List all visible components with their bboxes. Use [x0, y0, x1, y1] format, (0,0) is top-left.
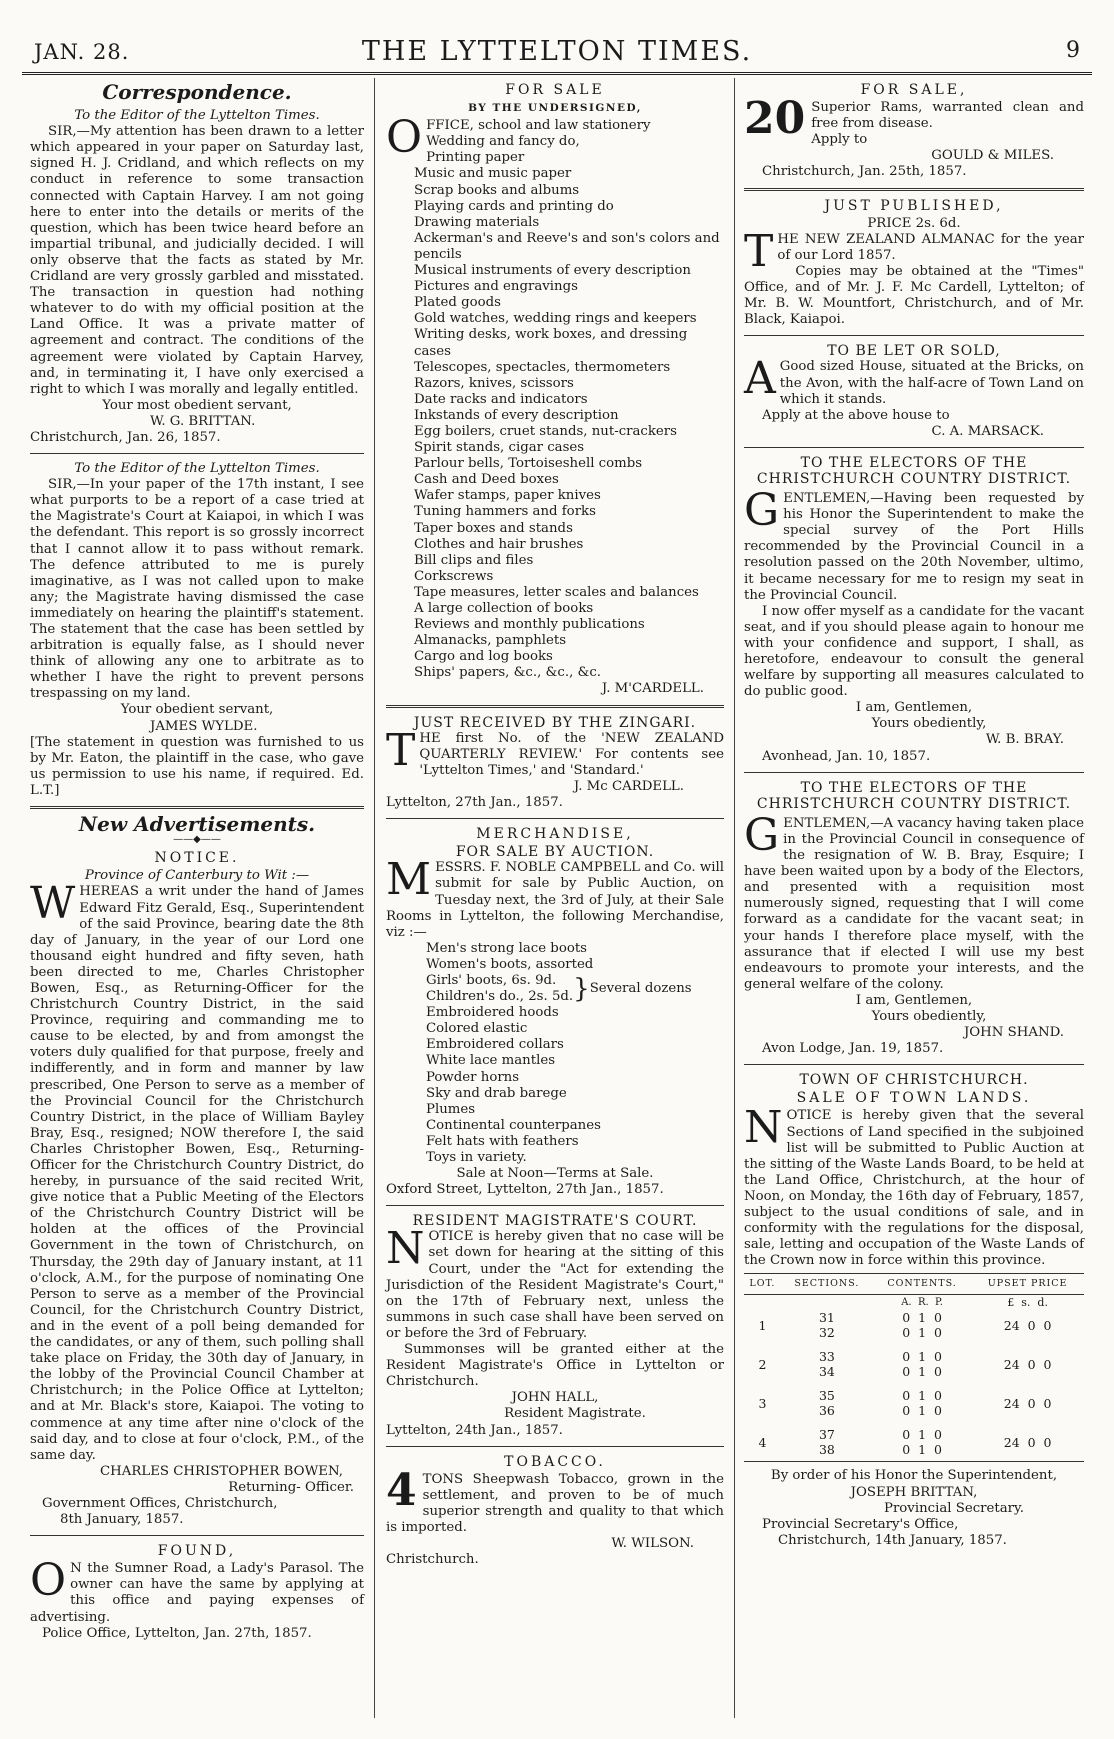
masthead [22, 32, 1092, 75]
ad-dateline: Lyttelton, 24th Jan., 1857. [386, 1422, 563, 1438]
ad-signature: W. B. BRAY. [985, 732, 1064, 748]
letter-closing: Your obedient servant, [120, 702, 274, 718]
found-dateline: Police Office, Lyttelton, Jan. 27th, 1857. [42, 1625, 312, 1641]
almanac-price: PRICE 2s. 6d. [867, 215, 961, 231]
ad-dateline: Avonhead, Jan. 10, 1857. [762, 748, 931, 764]
section-number: 35 [818, 1388, 835, 1404]
closing: Yours obediently, [871, 1008, 987, 1024]
divider [386, 818, 724, 819]
unit-perches: P. [935, 1297, 943, 1309]
column-2 [386, 80, 724, 1568]
list-item: Plumes [426, 1101, 476, 1117]
ad-heading: TOWN OF CHRISTCHURCH. [799, 1072, 1029, 1089]
letter-dateline: Christchurch, Jan. 26, 1857. [30, 429, 221, 445]
house-body: Good sized House, situated at the Bricks, on the Avon, with the half-acre of Town Land on which it stands. [779, 359, 1084, 407]
list-item: Printing paper [426, 150, 525, 166]
divider [744, 188, 1084, 191]
court-body: OTICE is hereby given that no case will be set down for hearing at the sitting of this Court, under the "Act for extending the Jurisdiction of the Resident Magistrate's Court," on the 17th of February next, unless the summons in such case shall have been served on or before the 3rd of February. [386, 1229, 724, 1341]
divider [386, 1446, 724, 1447]
drop-cap: N [386, 1223, 425, 1275]
ad-signature-title: Resident Magistrate. [504, 1406, 646, 1422]
section-number: 32 [818, 1325, 835, 1341]
list-item: Continental counterpanes [426, 1117, 601, 1133]
list-item: A large collection of books [414, 601, 594, 616]
drop-cap: G [744, 485, 780, 537]
ad-dateline: Lyttelton, 27th Jan., 1857. [386, 795, 563, 811]
ad-signature: J. Mc CARDELL. [573, 778, 684, 794]
drop-number: 20 [744, 93, 806, 145]
stationery-ad [386, 82, 724, 698]
table-row [744, 1379, 1084, 1418]
divider [386, 1205, 724, 1206]
ad-heading: FOUND, [157, 1543, 237, 1560]
editor-note: [The statement in question was furnished to us by Mr. Eaton, the plaintiff in the case, who gave us permission to use his name, if required. Ed. L.T.] [30, 734, 364, 798]
drop-cap: T [386, 724, 416, 776]
column-header: LOT. [744, 1274, 781, 1295]
upset-price: 24 0 0 [1003, 1317, 1052, 1333]
column-header: SECTIONS. [781, 1274, 873, 1295]
list-item: Writing desks, work boxes, and dressing cases [414, 327, 688, 359]
court-body-2: Summonses will be granted either at the Resident Magistrate's Office in Lyttelton or Christchurch. [386, 1342, 724, 1390]
merchandise-body: ESSRS. F. NOBLE CAMPBELL and Co. will submit for sale by Public Auction, on Tuesday next, the 3rd of July, at their Sale Rooms in Lyttelton, the following Merchandise, viz :— [386, 860, 725, 940]
divider [744, 447, 1084, 448]
ad-heading: TOBACCO. [504, 1453, 606, 1470]
new-advertisements-heading: New Advertisements. [78, 812, 316, 837]
list-item: Embroidered collars [426, 1037, 564, 1053]
column-header: CONTENTS. [873, 1274, 971, 1295]
almanac-body-2: Copies may be obtained at the "Times" Office, and of Mr. J. F. Mc Cardell, Lyttelton; of Mr. B. W. Mountfort, Christchurch, and of Mr. Black, Kaiapoi. [744, 263, 1084, 328]
list-item: Egg boilers, cruet stands, nut-crackers [414, 423, 677, 439]
column-1 [30, 80, 364, 1642]
list-item: Embroidered hoods [426, 1005, 559, 1021]
lot-number: 3 [758, 1395, 767, 1411]
upset-price: 24 0 0 [1003, 1395, 1052, 1411]
divider [744, 1064, 1084, 1065]
notice-body: HEREAS a writ under the hand of James Edward Fitz Gerald, Esq., Superintendent of the said Province, bearing date the 8th day of January, in the year of our Lord one thousand eight hundred and fifty seven, hath been directed to me, Charles Christopher Bowen, Esq., as Returning-Officer for the Christchurch Country District, in the said Province, requiring and commanding me to cause to be elected, by and from amongst the voters duly qualified for that purpose, freely and indifferently, and in form and manner by law prescribed, One Person to serve as a member of the Provincial Council for the Christchurch Country District, in the place of William Bayley Bray, Esq., resigned; NOW therefore I, the said Charles Christopher Bowen, Esq., Returning-Officer for the Christchurch Country District, do hereby, in pursuance of the said recited Writ, give notice that a Public Meeting of the Electors of the Christchurch Country District will be holden at the offices of the Provincial Government in the town of Christchurch, on Thursday, the 29th day of January instant, at 11 o'clock, A.M., for the purpose of nominating One Person to serve as a member of the Provincial Council, for the Christchurch Country District, and in the event of a poll being demanded for the candidates, or any of them, such polling shall take place on Friday, the 30th day of January, in the lobby of the Provincial Council Chamber at Christchurch; in the Police Office at Lyttelton; and at Mr. Black's store, Kaiapoi. The voting to commence at any time after nine o'clock of the said day, and to close at four o'clock, P.M., of the same day. [30, 884, 364, 1463]
divider [744, 335, 1084, 336]
list-item: Musical instruments of every description [414, 263, 691, 279]
section-number: 31 [818, 1310, 835, 1326]
contents-value: 0 1 0 [902, 1349, 942, 1365]
letter-signature: W. G. BRITTAN. [150, 413, 256, 429]
contents-value: 0 1 0 [902, 1310, 942, 1326]
list-item: Ships' papers, &c., &c., &c. [414, 665, 602, 681]
tobacco-body: TONS Sheepwash Tobacco, grown in the settlement, and proven to be of much superior strength and quality to that which is imported. [386, 1471, 724, 1535]
list-item: Spirit stands, cigar cases [414, 440, 585, 456]
ornament-divider: ——◆—— [173, 834, 221, 846]
bracket-group [386, 973, 724, 1005]
notice-office: Government Offices, Christchurch, [42, 1495, 278, 1511]
zingari-body: HE first No. of the 'NEW ZEALAND QUARTERLY REVIEW.' For contents see 'Lyttelton Times,' and 'Standard.' [419, 730, 724, 778]
ad-heading: FOR SALE, [860, 82, 968, 98]
unit-pounds: £ [1007, 1296, 1015, 1310]
almanac-body: HE NEW ZEALAND ALMANAC for the year of our Lord 1857. [777, 231, 1084, 263]
notice-signature-title: Returning- Officer. [228, 1479, 354, 1495]
unit-acres: A. [901, 1297, 912, 1309]
issue-date: JAN. 28. [34, 40, 130, 64]
town-order: By order of his Honor the Superintendent, [770, 1468, 1058, 1484]
column-header: UPSET PRICE [971, 1274, 1084, 1295]
list-item: Wedding and fancy do, [426, 134, 580, 150]
units-row [744, 1295, 1084, 1311]
section-number: 38 [818, 1442, 835, 1458]
lot-number: 1 [758, 1317, 767, 1333]
notice-province: Province of Canterbury to Wit :— [84, 868, 310, 884]
list-item: Playing cards and printing do [414, 198, 614, 214]
list-item: Clothes and hair brushes [414, 536, 584, 552]
ad-heading: FOR SALE [505, 82, 605, 98]
zingari-ad [386, 715, 724, 812]
contents-value: 0 1 0 [902, 1427, 942, 1443]
ad-signature: W. WILSON. [611, 1536, 694, 1552]
letter-wylde [30, 461, 364, 799]
table-row [744, 1310, 1084, 1340]
letter-brittan [30, 108, 364, 446]
list-item: Date racks and indicators [414, 391, 588, 407]
ad-heading: TO THE ELECTORS OF THE CHRISTCHURCH COUNTRY DISTRICT. [756, 454, 1072, 487]
divider [744, 772, 1084, 773]
ad-dateline: Christchurch, 14th January, 1857. [778, 1532, 1007, 1548]
column-3 [744, 80, 1084, 1549]
contents-value: 0 1 0 [902, 1442, 942, 1458]
drop-number: 4 [386, 1464, 417, 1516]
list-item: Toys in variety. [426, 1150, 527, 1165]
letter-address: To the Editor of the Lyttelton Times. [74, 461, 320, 477]
list-item: Women's boots, assorted [426, 956, 594, 972]
section-number: 34 [818, 1364, 835, 1380]
shand-body: ENTLEMEN,—A vacancy having taken place in the Provincial Council in consequence of the resignation of W. B. Bray, Esquire; I have been waited upon by a body of the Electors, and presented with a requisition most numerously signed, requesting that I will come forward as a candidate for the vacant seat; in your hands I therefore place myself, with the assurance that if elected I will use my best endeavours to promote your interests, and the general welfare of the colony. [744, 815, 1084, 992]
list-item: Parlour bells, Tortoiseshell combs [414, 456, 643, 472]
bray-body: ENTLEMEN,—Having been requested by his Honor the Superintendent to make the special survey of the Port Hills recommended by the Provincial Council in a resolution passed on the 20th November, ultimo, it became necessary for me to resign my seat in the Provincial Council. [744, 491, 1084, 603]
contents-value: 0 1 0 [902, 1388, 942, 1404]
ad-heading: MERCHANDISE, [476, 826, 634, 843]
divider [30, 453, 364, 454]
list-item: Drawing materials [414, 214, 540, 230]
bracket-note: Several dozens [589, 981, 692, 997]
town-body: OTICE is hereby given that the several Sections of Land specified in the subjoined list will be submitted to Public Auction at the sitting of the Waste Lands Board, to be held at the Land Office, Christchurch, at the hour of Noon, on Monday, the 16th day of February, 1857, subject to the usual conditions of sale, and in conformity with the regulations for the disposal, sale, letting and occupation of the Waste Lands of the Crown now in force within this province. [744, 1108, 1084, 1269]
closing: I am, Gentlemen, [855, 992, 973, 1008]
ad-heading: TO THE ELECTORS OF THE CHRISTCHURCH COUNTRY DISTRICT. [756, 779, 1072, 812]
unit-roods: R. [917, 1297, 929, 1309]
letter-body: SIR,—My attention has been drawn to a letter which appeared in your paper on Saturday last, signed H. J. Cridland, and which reflects on my conduct in reference to some transaction connected with Captain Harvey. I am not going here to enter into the details or merits of the question, which has been twice heard before an impartial tribunal, and judicially decided. I will only observe that the facts as stated by Mr. Cridland are very grossly garbled and misstated. The transaction in question had nothing whatever to do with my official position at the Land Office. It was a private matter of agreement and contract. The conditions of the agreement were violated by Captain Harvey, and, in terminating it, I have only exercised a right to which I was morally and legally entitled. [30, 124, 364, 397]
town-office: Provincial Secretary's Office, [762, 1516, 959, 1532]
list-item: Razors, knives, scissors [414, 375, 574, 391]
list-item: Cash and Deed boxes [414, 472, 559, 488]
stationery-list [386, 134, 724, 681]
ad-heading: TO BE LET OR SOLD, [827, 343, 1001, 360]
page-number: 9 [1066, 38, 1080, 63]
table-row [744, 1418, 1084, 1457]
column-divider [734, 78, 735, 1718]
notice-ad [30, 850, 364, 1528]
list-item: Pictures and engravings [414, 279, 578, 295]
list-item: Ackerman's and Reeve's and son's colors and pencils [414, 230, 720, 262]
drop-cap: M [386, 854, 432, 906]
ad-heading: JUST RECEIVED BY THE ZINGARI. [413, 714, 697, 731]
ad-dateline: Oxford Street, Lyttelton, 27th Jan., 1857. [386, 1182, 664, 1198]
lots-table [744, 1273, 1084, 1457]
table-header-row [744, 1274, 1084, 1295]
upset-price: 24 0 0 [1003, 1434, 1052, 1450]
house-ad [744, 343, 1084, 440]
drop-cap: W [30, 878, 76, 930]
list-item: Inkstands of every description [414, 407, 619, 423]
divider [30, 1535, 364, 1536]
ad-place: Christchurch. [386, 1552, 479, 1568]
list-item: Wafer stamps, paper knives [414, 488, 601, 504]
divider [386, 705, 724, 708]
ad-heading: NOTICE. [154, 850, 240, 867]
found-ad [30, 1543, 364, 1642]
sale-terms: Sale at Noon—Terms at Sale. [456, 1166, 654, 1182]
ad-dateline: Avon Lodge, Jan. 19, 1857. [762, 1041, 944, 1057]
upset-price: 24 0 0 [1003, 1356, 1052, 1372]
column-divider [374, 78, 375, 1718]
list-item: Powder horns [426, 1069, 520, 1085]
bray-ad [744, 455, 1084, 765]
shand-ad [744, 780, 1084, 1058]
list-item: Cargo and log books [414, 649, 553, 665]
rams-body: Superior Rams, warranted clean and free from disease. [811, 100, 1084, 132]
ad-signature: JOSEPH BRITTAN, [850, 1484, 978, 1500]
ad-heading: RESIDENT MAGISTRATE'S COURT. [412, 1213, 698, 1230]
list-item: Children's do., 2s. 5d. [426, 989, 574, 1005]
drop-cap: O [386, 112, 423, 164]
ad-subheading: SALE OF TOWN LANDS. [796, 1090, 1032, 1107]
list-item: Scrap books and albums [414, 182, 580, 198]
lot-number: 4 [758, 1434, 767, 1450]
letter-address: To the Editor of the Lyttelton Times. [74, 108, 320, 124]
newspaper-title: THE LYTTELTON TIMES. [361, 36, 753, 67]
list-item: Corkscrews [414, 568, 494, 584]
divider [744, 1461, 1084, 1462]
drop-cap: O [30, 1555, 67, 1607]
ad-signature-title: Provincial Secretary. [884, 1500, 1024, 1516]
closing: Yours obediently, [871, 716, 987, 732]
list-item: Colored elastic [426, 1021, 528, 1037]
notice-date: 8th January, 1857. [60, 1512, 184, 1528]
list-item: Music and music paper [414, 166, 572, 182]
town-lands-ad [744, 1072, 1084, 1549]
list-item: Gold watches, wedding rings and keepers [414, 311, 697, 327]
almanac-ad [744, 198, 1084, 329]
drop-cap: T [744, 225, 774, 277]
unit-pence: d. [1037, 1296, 1048, 1310]
list-item: Telescopes, spectacles, thermometers [414, 359, 671, 375]
ad-subheading: FOR SALE BY AUCTION. [455, 844, 655, 861]
merchandise-ad [386, 826, 724, 1198]
list-item: Plated goods [414, 295, 501, 311]
list-item: Girls' boots, 6s. 9d. [426, 972, 557, 988]
letter-signature: JAMES WYLDE. [150, 718, 258, 734]
table-row [744, 1340, 1084, 1379]
ad-subheading: BY THE UNDERSIGNED, [468, 102, 642, 115]
rams-apply: Apply to [811, 132, 868, 148]
tobacco-ad [386, 1454, 724, 1569]
list-item: White lace mantles [426, 1053, 556, 1069]
drop-cap: N [744, 1102, 783, 1154]
merchandise-list [386, 941, 724, 973]
ad-signature: C. A. MARSACK. [931, 423, 1044, 439]
section-number: 36 [818, 1403, 835, 1419]
ad-signature: JOHN SHAND. [963, 1025, 1064, 1041]
merchandise-list [386, 1005, 724, 1166]
letter-closing: Your most obedient servant, [102, 397, 292, 413]
contents-value: 0 1 0 [902, 1403, 942, 1419]
bray-body-2: I now offer myself as a candidate for the vacant seat, and if you should please again to honour me with your confidence and support, I shall, as heretofore, endeavour to consult the general welfare by supporting all measures calculated to do public good. [744, 603, 1084, 700]
letter-body: SIR,—In your paper of the 17th instant, I see what purports to be a report of a case tried at the Magistrate's Court at Kaiapoi, in which I was the defendant. This report is so grossly incorrect that I cannot allow it to pass without remark. The defence attributed to me is purely imaginative, as I was not called upon to make any; the Magistrate having dismissed the case immediately on hearing the plaintiff's statement. The statement that the case has been settled by arbitration is equally false, as I should never think of allowing any one to arbitrate as to whether I have the right to prevent persons trespassing on my land. [30, 477, 364, 702]
house-apply: Apply at the above house to [762, 407, 950, 423]
list-item: Bill clips and files [414, 552, 534, 568]
list-item: Reviews and monthly publications [414, 617, 645, 633]
divider [30, 806, 364, 809]
section-number: 37 [818, 1427, 835, 1443]
ad-signature: GOULD & MILES. [931, 148, 1054, 164]
closing: I am, Gentlemen, [855, 700, 973, 716]
notice-signature: CHARLES CHRISTOPHER BOWEN, [100, 1463, 343, 1479]
list-item: Tuning hammers and forks [414, 504, 596, 520]
found-body: N the Sumner Road, a Lady's Parasol. The owner can have the same by applying at this office and paying expenses of advertising. [30, 1561, 364, 1625]
list-item: Men's strong lace boots [426, 940, 587, 956]
list-item: Felt hats with feathers [426, 1133, 579, 1149]
list-item: Tape measures, letter scales and balances [414, 584, 699, 600]
contents-value: 0 1 0 [902, 1325, 942, 1341]
unit-shillings: s. [1021, 1296, 1031, 1310]
brace-icon: } [573, 974, 590, 1005]
list-item: Sky and drab barege [426, 1085, 567, 1101]
ad-signature: J. M'CARDELL. [601, 681, 704, 697]
list-item: Almanacks, pamphlets [414, 633, 567, 649]
ad-dateline: Christchurch, Jan. 25th, 1857. [762, 164, 967, 180]
rams-ad [744, 82, 1084, 181]
list-item: Taper boxes and stands [414, 520, 573, 536]
ad-signature: JOHN HALL, [511, 1390, 599, 1406]
drop-cap: G [744, 809, 780, 861]
lot-number: 2 [758, 1356, 767, 1372]
ad-heading: JUST PUBLISHED, [824, 197, 1004, 214]
stationery-first-line: FFICE, school and law stationery [426, 118, 651, 134]
drop-cap: A [744, 353, 776, 405]
contents-value: 0 1 0 [902, 1364, 942, 1380]
section-number: 33 [818, 1349, 835, 1365]
court-ad [386, 1213, 724, 1438]
correspondence-heading: Correspondence. [102, 80, 292, 104]
